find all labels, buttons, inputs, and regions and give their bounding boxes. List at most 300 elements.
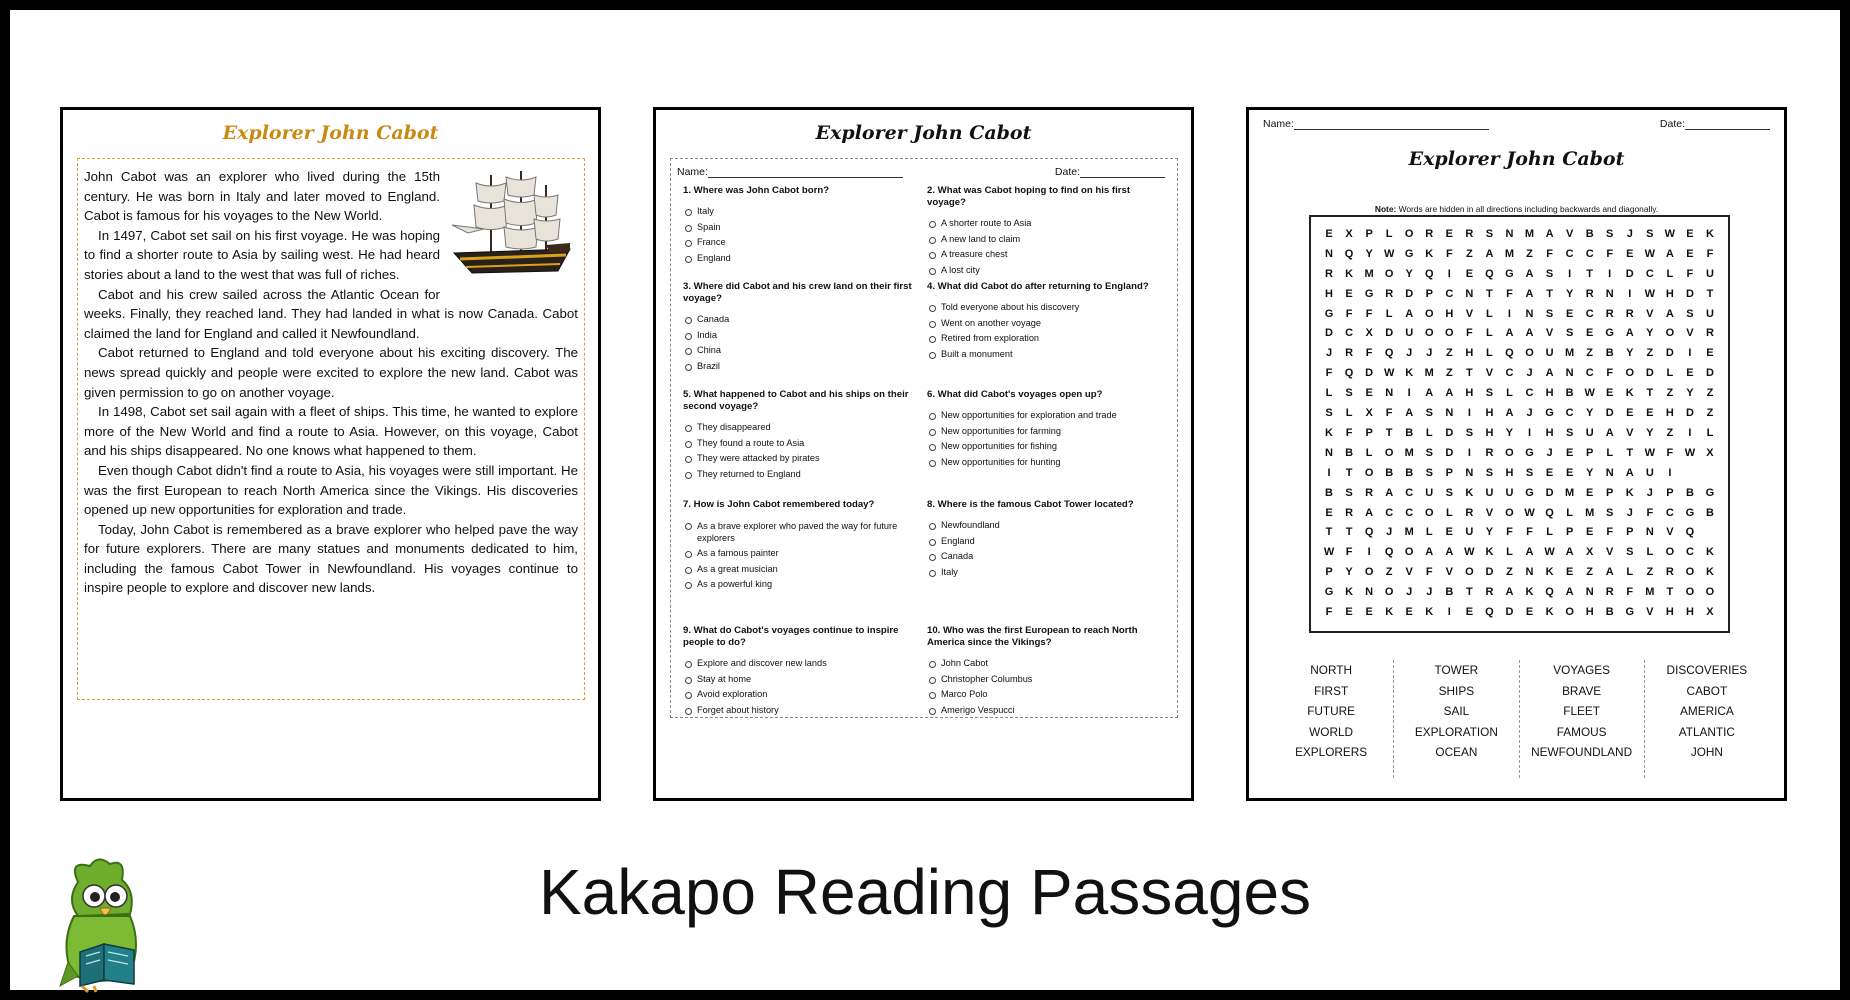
grid-letter[interactable]: U [1465, 526, 1474, 539]
grid-letter[interactable]: K [1345, 586, 1354, 599]
grid-letter[interactable]: Q [1344, 367, 1354, 380]
answer-option[interactable]: Italy [927, 565, 1167, 581]
grid-letter[interactable]: Q [1505, 347, 1514, 360]
grid-letter[interactable]: K [1425, 606, 1434, 619]
grid-letter[interactable]: C [1345, 327, 1354, 340]
grid-letter[interactable]: O [1565, 606, 1574, 619]
answer-option[interactable]: Stay at home [683, 672, 923, 688]
grid-letter[interactable]: R [1485, 446, 1494, 459]
grid-letter[interactable]: R [1485, 586, 1494, 599]
grid-letter[interactable]: A [1505, 407, 1514, 420]
grid-letter[interactable]: U [1425, 486, 1434, 499]
grid-letter[interactable]: T [1345, 466, 1353, 479]
grid-letter[interactable]: W [1684, 446, 1696, 459]
answer-option[interactable]: John Cabot [927, 656, 1167, 672]
grid-letter[interactable]: N [1385, 387, 1394, 400]
grid-letter[interactable]: Z [1666, 387, 1674, 400]
grid-letter[interactable]: K [1465, 486, 1474, 499]
grid-letter[interactable]: N [1325, 247, 1333, 260]
grid-letter[interactable]: J [1646, 486, 1653, 499]
grid-letter[interactable]: W [1383, 247, 1395, 260]
grid-letter[interactable]: F [1546, 247, 1553, 260]
answer-option[interactable]: Canada [927, 549, 1167, 565]
answer-option[interactable]: They returned to England [683, 467, 923, 483]
grid-letter[interactable]: X [1585, 546, 1594, 559]
grid-letter[interactable] [1700, 523, 1720, 543]
grid-letter[interactable]: H [1505, 466, 1514, 479]
grid-letter[interactable]: W [1664, 228, 1676, 240]
grid-letter[interactable]: L [1486, 327, 1493, 340]
grid-letter[interactable]: Z [1666, 426, 1674, 439]
grid-letter[interactable]: K [1705, 228, 1714, 240]
grid-letter[interactable]: B [1605, 606, 1614, 619]
grid-letter[interactable]: H [1445, 307, 1454, 320]
grid-letter[interactable]: C [1585, 247, 1594, 260]
grid-letter[interactable]: J [1426, 586, 1433, 599]
grid-letter[interactable]: C [1685, 546, 1694, 559]
grid-letter[interactable]: C [1405, 486, 1414, 499]
grid-letter[interactable]: Z [1445, 367, 1453, 380]
grid-letter[interactable]: E [1646, 407, 1654, 420]
grid-letter[interactable]: R [1345, 506, 1354, 519]
grid-letter[interactable]: F [1646, 506, 1654, 519]
grid-letter[interactable]: K [1545, 606, 1554, 619]
grid-letter[interactable]: D [1625, 267, 1634, 280]
grid-letter[interactable]: T [1466, 586, 1473, 599]
grid-letter[interactable]: J [1325, 347, 1333, 360]
grid-letter[interactable]: O [1465, 566, 1474, 579]
grid-letter[interactable]: Y [1345, 566, 1353, 579]
grid-letter[interactable]: G [1505, 267, 1514, 280]
grid-letter[interactable]: L [1445, 506, 1453, 519]
grid-letter[interactable]: R [1345, 347, 1354, 360]
grid-letter[interactable]: Y [1686, 387, 1694, 400]
grid-letter[interactable]: O [1685, 566, 1695, 579]
grid-letter[interactable]: A [1665, 247, 1674, 260]
grid-letter[interactable]: A [1525, 287, 1534, 300]
grid-letter[interactable]: M [1565, 486, 1575, 499]
grid-letter[interactable]: H [1465, 347, 1474, 360]
grid-letter[interactable]: S [1485, 228, 1494, 240]
answer-option[interactable]: As a famous painter [683, 546, 923, 562]
grid-letter[interactable]: E [1686, 228, 1694, 240]
grid-letter[interactable]: O [1404, 546, 1414, 559]
grid-letter[interactable]: F [1345, 426, 1353, 439]
grid-letter[interactable]: L [1325, 387, 1333, 400]
grid-letter[interactable]: A [1605, 566, 1614, 579]
name-field[interactable] [677, 166, 903, 178]
grid-letter[interactable]: H [1485, 426, 1494, 439]
grid-letter[interactable]: W [1464, 546, 1475, 559]
grid-letter[interactable]: F [1706, 247, 1714, 260]
grid-letter[interactable]: S [1485, 466, 1494, 479]
grid-letter[interactable]: A [1505, 586, 1514, 599]
grid-letter[interactable]: M [1424, 367, 1434, 380]
grid-letter[interactable]: U [1705, 307, 1714, 320]
grid-letter[interactable]: N [1365, 586, 1374, 599]
grid-letter[interactable]: N [1445, 407, 1454, 420]
grid-letter[interactable]: L [1385, 228, 1393, 240]
grid-letter[interactable]: Y [1505, 426, 1514, 439]
grid-letter[interactable]: I [1327, 466, 1331, 479]
grid-letter[interactable]: V [1485, 367, 1494, 380]
grid-letter[interactable]: E [1585, 526, 1594, 539]
grid-letter[interactable]: O [1445, 327, 1454, 340]
grid-letter[interactable]: E [1345, 606, 1353, 619]
grid-letter[interactable]: R [1325, 267, 1333, 280]
grid-letter[interactable]: Q [1545, 506, 1554, 519]
grid-letter[interactable] [1700, 464, 1720, 484]
grid-letter[interactable]: G [1705, 486, 1715, 499]
grid-letter[interactable]: T [1325, 526, 1333, 539]
grid-letter[interactable]: C [1665, 506, 1674, 519]
grid-letter[interactable]: V [1686, 327, 1694, 340]
grid-letter[interactable]: I [1407, 387, 1411, 400]
grid-letter[interactable]: V [1666, 526, 1674, 539]
grid-letter[interactable]: L [1385, 307, 1393, 320]
grid-letter[interactable]: D [1685, 407, 1694, 420]
grid-letter[interactable]: O [1364, 566, 1374, 579]
grid-letter[interactable]: P [1606, 486, 1614, 499]
answer-option[interactable]: Amerigo Vespucci [927, 703, 1167, 719]
grid-letter[interactable]: B [1405, 426, 1414, 439]
grid-letter[interactable]: O [1384, 586, 1394, 599]
grid-letter[interactable]: F [1325, 606, 1333, 619]
grid-letter[interactable]: I [1467, 407, 1471, 420]
grid-letter[interactable]: B [1605, 347, 1614, 360]
grid-letter[interactable]: D [1365, 367, 1374, 380]
grid-letter[interactable]: P [1325, 566, 1333, 579]
answer-option[interactable]: A new land to claim [927, 232, 1167, 248]
grid-letter[interactable]: C [1525, 387, 1534, 400]
grid-letter[interactable]: X [1365, 327, 1373, 340]
grid-letter[interactable]: E [1565, 307, 1574, 320]
grid-letter[interactable]: K [1345, 267, 1354, 280]
grid-letter[interactable]: F [1345, 307, 1353, 320]
grid-letter[interactable]: M [1404, 526, 1414, 539]
grid-letter[interactable]: S [1606, 228, 1614, 240]
grid-letter[interactable]: R [1665, 566, 1674, 579]
answer-option[interactable]: Retired from exploration [927, 331, 1167, 347]
grid-letter[interactable]: I [1608, 267, 1612, 280]
grid-letter[interactable]: S [1345, 486, 1353, 499]
grid-letter[interactable]: G [1525, 486, 1534, 499]
grid-letter[interactable]: A [1525, 327, 1534, 340]
answer-option[interactable]: Brazil [683, 359, 923, 375]
grid-letter[interactable]: U [1545, 347, 1554, 360]
grid-letter[interactable]: R [1705, 327, 1714, 340]
grid-letter[interactable]: R [1425, 228, 1434, 240]
grid-letter[interactable]: F [1466, 327, 1473, 340]
answer-option[interactable]: New opportunities for fishing [927, 439, 1167, 455]
grid-letter[interactable]: O [1384, 267, 1394, 280]
grid-letter[interactable]: S [1565, 327, 1574, 340]
grid-letter[interactable]: V [1646, 606, 1654, 619]
answer-option[interactable]: England [927, 534, 1167, 550]
grid-letter[interactable]: N [1525, 566, 1534, 579]
grid-letter[interactable]: T [1486, 287, 1493, 300]
grid-letter[interactable]: O [1424, 506, 1434, 519]
grid-letter[interactable]: G [1324, 307, 1334, 320]
answer-option[interactable]: Told everyone about his discovery [927, 300, 1167, 316]
grid-letter[interactable]: B [1345, 446, 1354, 459]
grid-letter[interactable]: K [1405, 367, 1414, 380]
answer-option[interactable]: Avoid exploration [683, 687, 923, 703]
grid-letter[interactable]: R [1625, 307, 1634, 320]
grid-letter[interactable]: S [1686, 307, 1694, 320]
grid-letter[interactable]: I [1568, 267, 1572, 280]
grid-letter[interactable]: S [1345, 387, 1353, 400]
grid-letter[interactable]: F [1606, 526, 1614, 539]
grid-letter[interactable]: Q [1424, 267, 1434, 280]
grid-letter[interactable]: R [1465, 506, 1474, 519]
grid-letter[interactable]: E [1565, 466, 1574, 479]
grid-letter[interactable]: L [1486, 347, 1493, 360]
grid-letter[interactable]: C [1385, 506, 1394, 519]
grid-letter[interactable]: D [1385, 327, 1394, 340]
grid-letter[interactable]: N [1525, 307, 1534, 320]
grid-letter[interactable]: C [1585, 307, 1594, 320]
grid-letter[interactable]: L [1425, 426, 1433, 439]
grid-letter[interactable]: L [1626, 566, 1634, 579]
grid-letter[interactable]: E [1325, 228, 1333, 240]
grid-letter[interactable]: O [1505, 506, 1514, 519]
grid-letter[interactable]: H [1545, 426, 1554, 439]
grid-letter[interactable]: N [1465, 287, 1474, 300]
grid-letter[interactable]: N [1585, 586, 1594, 599]
grid-letter[interactable]: X [1706, 446, 1714, 459]
grid-letter[interactable]: L [1606, 446, 1614, 459]
grid-letter[interactable]: J [1386, 526, 1393, 539]
grid-letter[interactable]: N [1465, 466, 1474, 479]
grid-letter[interactable]: F [1345, 546, 1353, 559]
grid-letter[interactable]: B [1325, 486, 1333, 499]
answer-option[interactable]: Newfoundland [927, 518, 1167, 534]
grid-letter[interactable]: G [1685, 506, 1695, 519]
grid-letter[interactable]: O [1505, 446, 1514, 459]
grid-letter[interactable]: E [1706, 347, 1714, 360]
grid-letter[interactable]: X [1345, 228, 1353, 240]
grid-letter[interactable]: L [1666, 267, 1674, 280]
grid-letter[interactable]: O [1665, 546, 1675, 559]
grid-letter[interactable]: I [1527, 426, 1532, 439]
grid-letter[interactable]: C [1445, 287, 1454, 300]
grid-letter[interactable]: S [1425, 446, 1433, 459]
grid-letter[interactable]: E [1405, 606, 1413, 619]
grid-letter[interactable]: Q [1384, 546, 1394, 559]
grid-letter[interactable]: L [1365, 446, 1373, 459]
grid-letter[interactable]: Y [1646, 327, 1654, 340]
grid-letter[interactable]: R [1605, 586, 1614, 599]
grid-letter[interactable]: P [1425, 287, 1433, 300]
grid-letter[interactable]: E [1606, 387, 1614, 400]
grid-letter[interactable]: J [1526, 367, 1533, 380]
answer-option[interactable]: Canada [683, 312, 923, 328]
grid-letter[interactable]: D [1605, 407, 1614, 420]
grid-letter[interactable]: W [1383, 367, 1395, 380]
grid-letter[interactable]: M [1645, 586, 1655, 599]
grid-letter[interactable]: C [1505, 367, 1514, 380]
grid-letter[interactable]: B [1405, 466, 1414, 479]
grid-letter[interactable]: E [1445, 526, 1453, 539]
grid-letter[interactable]: S [1646, 228, 1654, 240]
answer-option[interactable]: India [683, 328, 923, 344]
answer-option[interactable]: Forget about history [683, 703, 923, 719]
answer-option[interactable]: England [683, 251, 923, 267]
answer-option[interactable]: Went on another voyage [927, 316, 1167, 332]
grid-letter[interactable]: I [1367, 546, 1371, 559]
answer-option[interactable]: New opportunities for hunting [927, 455, 1167, 471]
grid-letter[interactable]: R [1605, 307, 1614, 320]
grid-letter[interactable]: A [1525, 546, 1534, 559]
grid-letter[interactable]: A [1445, 387, 1454, 400]
grid-letter[interactable]: R [1385, 287, 1394, 300]
grid-letter[interactable]: K [1705, 546, 1714, 559]
grid-letter[interactable]: H [1685, 606, 1694, 619]
grid-letter[interactable]: A [1485, 247, 1494, 260]
grid-letter[interactable]: E [1365, 606, 1373, 619]
grid-letter[interactable]: A [1665, 307, 1674, 320]
grid-letter[interactable]: O [1525, 347, 1534, 360]
grid-letter[interactable]: B [1685, 486, 1694, 499]
grid-letter[interactable]: S [1325, 407, 1333, 420]
grid-letter[interactable]: A [1625, 327, 1634, 340]
grid-letter[interactable]: D [1445, 426, 1454, 439]
grid-letter[interactable]: Q [1685, 526, 1695, 539]
grid-letter[interactable]: S [1626, 546, 1634, 559]
grid-letter[interactable]: J [1626, 228, 1633, 240]
grid-letter[interactable]: H [1485, 407, 1494, 420]
grid-letter[interactable]: B [1385, 466, 1394, 479]
grid-letter[interactable]: K [1545, 566, 1554, 579]
grid-letter[interactable]: I [1447, 606, 1451, 619]
grid-letter[interactable]: A [1545, 367, 1554, 380]
grid-letter[interactable]: G [1545, 407, 1554, 420]
grid-letter[interactable]: P [1666, 486, 1674, 499]
grid-letter[interactable]: P [1626, 526, 1634, 539]
grid-letter[interactable]: T [1546, 287, 1553, 300]
grid-letter[interactable]: A [1605, 426, 1614, 439]
grid-letter[interactable]: A [1425, 546, 1434, 559]
grid-letter[interactable]: K [1525, 586, 1534, 599]
grid-letter[interactable]: N [1505, 228, 1514, 240]
grid-letter[interactable]: F [1626, 586, 1634, 599]
grid-letter[interactable]: Y [1585, 466, 1594, 479]
grid-letter[interactable]: L [1345, 407, 1353, 420]
grid-letter[interactable]: L [1566, 506, 1573, 519]
grid-letter[interactable]: H [1325, 287, 1333, 300]
grid-letter[interactable]: T [1466, 367, 1473, 380]
grid-letter[interactable]: V [1565, 228, 1574, 240]
grid-letter[interactable]: S [1606, 506, 1614, 519]
grid-letter[interactable]: E [1565, 566, 1574, 579]
answer-option[interactable]: Spain [683, 220, 923, 236]
grid-letter[interactable]: M [1585, 506, 1595, 519]
grid-letter[interactable]: G [1525, 446, 1534, 459]
grid-letter[interactable]: F [1425, 566, 1433, 579]
grid-letter[interactable]: V [1485, 506, 1494, 519]
answer-option[interactable]: New opportunities for farming [927, 424, 1167, 440]
grid-letter[interactable]: D [1685, 287, 1694, 300]
grid-letter[interactable]: V [1465, 307, 1474, 320]
grid-letter[interactable]: E [1465, 606, 1474, 619]
answer-option[interactable]: France [683, 235, 923, 251]
grid-letter[interactable]: I [1688, 347, 1692, 360]
grid-letter[interactable]: O [1424, 327, 1434, 340]
grid-letter[interactable]: L [1706, 426, 1714, 439]
grid-letter[interactable]: I [1507, 307, 1511, 320]
grid-letter[interactable]: F [1606, 367, 1614, 380]
grid-letter[interactable]: J [1406, 586, 1413, 599]
grid-letter[interactable]: E [1345, 287, 1353, 300]
grid-letter[interactable]: S [1485, 387, 1494, 400]
grid-letter[interactable]: Z [1706, 407, 1714, 420]
grid-letter[interactable]: S [1465, 426, 1474, 439]
grid-letter[interactable]: E [1686, 247, 1694, 260]
grid-letter[interactable]: V [1606, 546, 1614, 559]
grid-letter[interactable]: H [1465, 387, 1474, 400]
answer-option[interactable]: Built a monument [927, 347, 1167, 363]
grid-letter[interactable]: S [1525, 466, 1534, 479]
grid-letter[interactable]: L [1506, 387, 1513, 400]
answer-option[interactable]: As a powerful king [683, 577, 923, 593]
answer-option[interactable]: They were attacked by pirates [683, 451, 923, 467]
date-field[interactable] [1660, 118, 1770, 130]
grid-letter[interactable]: L [1486, 307, 1493, 320]
grid-letter[interactable]: P [1365, 426, 1373, 439]
grid-letter[interactable]: A [1405, 407, 1414, 420]
grid-letter[interactable]: F [1325, 367, 1333, 380]
grid-letter[interactable]: Z [1586, 347, 1594, 360]
grid-letter[interactable]: X [1706, 606, 1714, 619]
grid-letter[interactable]: F [1445, 247, 1453, 260]
grid-letter[interactable]: Z [1706, 387, 1714, 400]
grid-letter[interactable]: K [1625, 387, 1634, 400]
grid-letter[interactable]: J [1526, 407, 1533, 420]
grid-letter[interactable]: W [1644, 287, 1656, 300]
grid-letter[interactable]: N [1325, 446, 1333, 459]
grid-letter[interactable]: F [1666, 446, 1674, 459]
grid-letter[interactable]: G [1625, 606, 1635, 619]
grid-letter[interactable]: J [1626, 506, 1633, 519]
grid-letter[interactable]: N [1645, 526, 1654, 539]
grid-letter[interactable]: A [1425, 387, 1434, 400]
date-field[interactable] [1055, 166, 1165, 178]
grid-letter[interactable] [1680, 464, 1700, 484]
grid-letter[interactable]: M [1524, 228, 1535, 240]
grid-letter[interactable]: V [1405, 566, 1413, 579]
answer-option[interactable]: As a brave explorer who paved the way for future explorers [683, 518, 923, 546]
grid-letter[interactable]: Z [1385, 566, 1393, 579]
grid-letter[interactable]: Q [1545, 586, 1554, 599]
grid-letter[interactable]: F [1506, 526, 1513, 539]
grid-letter[interactable]: L [1546, 526, 1553, 539]
grid-letter[interactable]: E [1585, 486, 1594, 499]
grid-letter[interactable]: F [1686, 267, 1694, 280]
grid-letter[interactable]: E [1465, 267, 1474, 280]
grid-letter[interactable]: W [1323, 546, 1335, 559]
grid-letter[interactable]: I [1688, 426, 1692, 439]
grid-letter[interactable]: F [1506, 287, 1513, 300]
grid-letter[interactable]: S [1425, 466, 1433, 479]
grid-letter[interactable]: K [1425, 247, 1434, 260]
grid-letter[interactable]: D [1545, 486, 1554, 499]
grid-letter[interactable]: Q [1485, 606, 1494, 619]
grid-letter[interactable]: C [1405, 506, 1414, 519]
grid-letter[interactable]: F [1526, 526, 1533, 539]
grid-letter[interactable]: N [1565, 367, 1574, 380]
grid-letter[interactable]: S [1545, 267, 1554, 280]
